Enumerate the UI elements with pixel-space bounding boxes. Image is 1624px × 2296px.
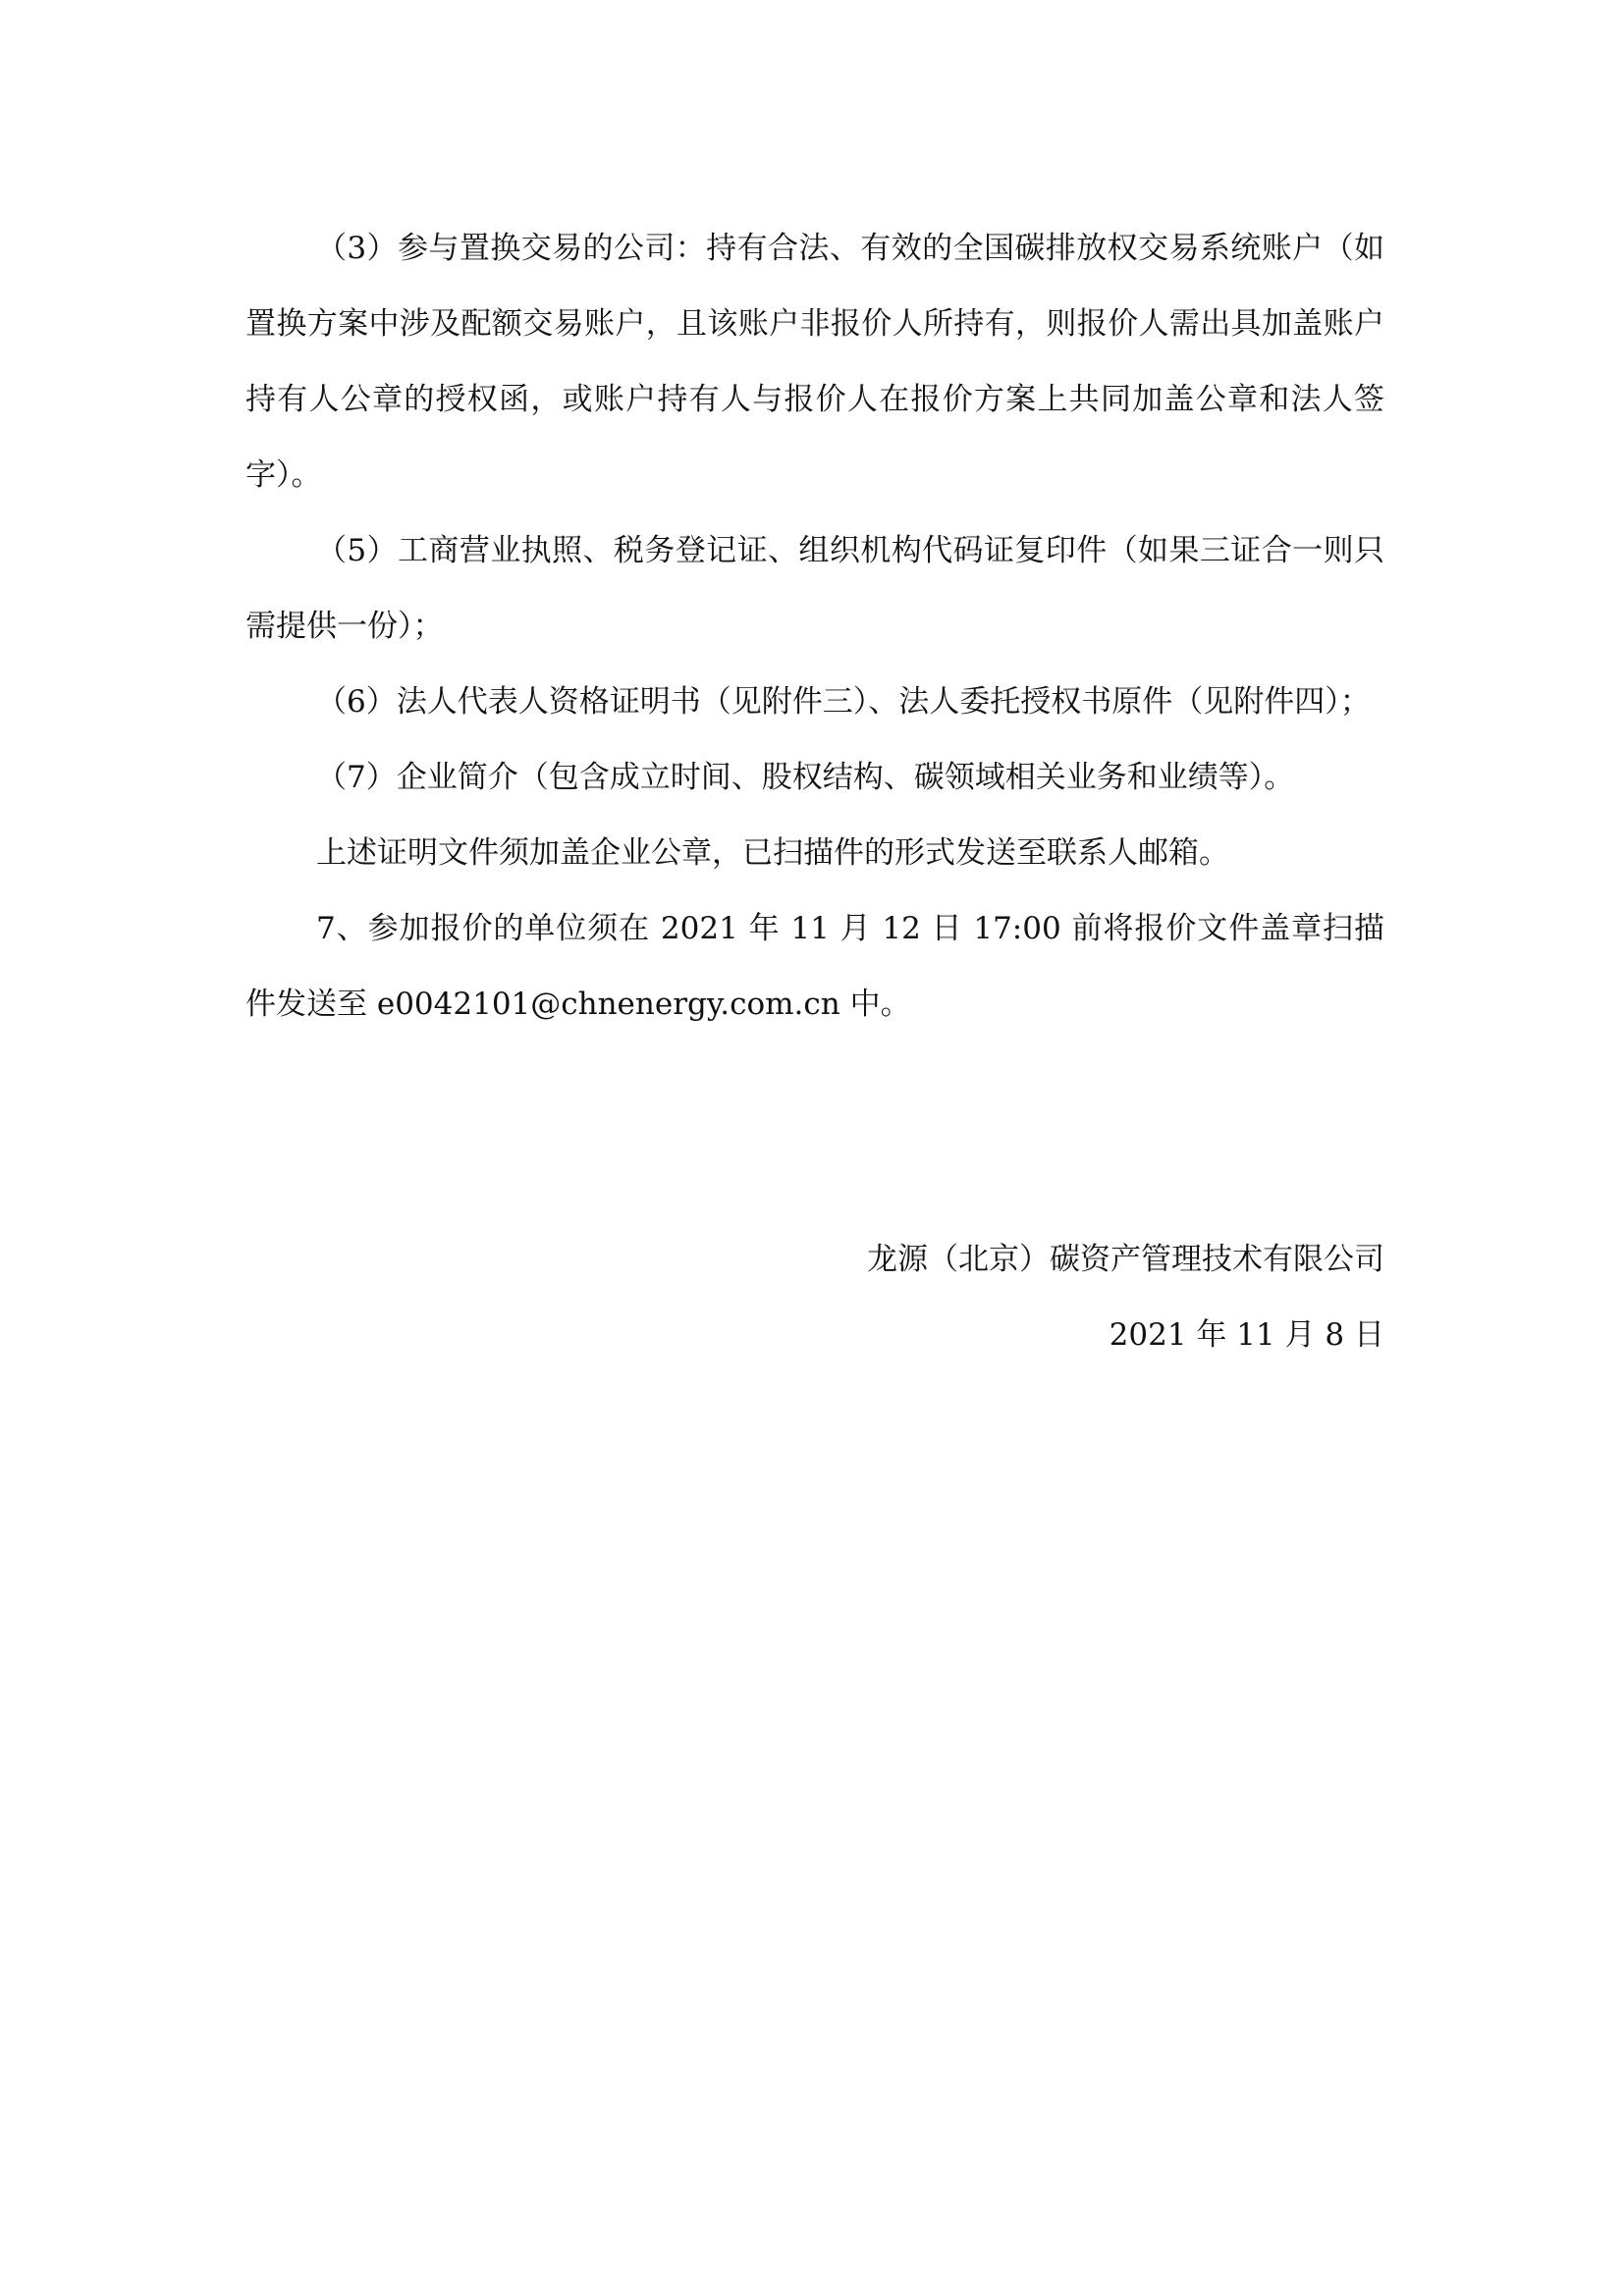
paragraph-item-3-company-account: （3）参与置换交易的公司：持有合法、有效的全国碳排放权交易系统账户（如置换方案中涉及配额交易账户，且该账户非报价人所持有，则报价人需出具加盖账户持有人公章的授权函，或账户持有人与报价人在报价方案上共同加盖公章和法人签字）。 [245,231,1384,493]
paragraph-seal-note: 上述证明文件须加盖企业公章，已扫描件的形式发送至联系人邮箱。 [316,835,1229,871]
paragraph-submission-deadline: 7、参加报价的单位须在 2021 年 11 月 12 日 17:00 前将报价文件盖章扫描件发送至 e0042101@chnenergy.com.cn 中。 [245,911,1384,1022]
document-body [245,211,1384,1042]
paragraph-item-7-company-profile: （7）企业简介（包含成立时间、股权结构、碳领域相关业务和业绩等）。 [316,760,1295,795]
paragraph-item-6-legal-representative: （6）法人代表人资格证明书（见附件三）、法人委托授权书原件（见附件四）； [316,684,1371,720]
paragraph-item-5-business-license: （5）工商营业执照、税务登记证、组织机构代码证复印件（如果三证合一则只需提供一份）； [245,533,1384,644]
signature-date: 2021 年 11 月 8 日 [1109,1317,1384,1353]
signature-company: 龙源（北京）碳资产管理技术有限公司 [867,1242,1384,1277]
signature-block [867,1222,1384,1373]
